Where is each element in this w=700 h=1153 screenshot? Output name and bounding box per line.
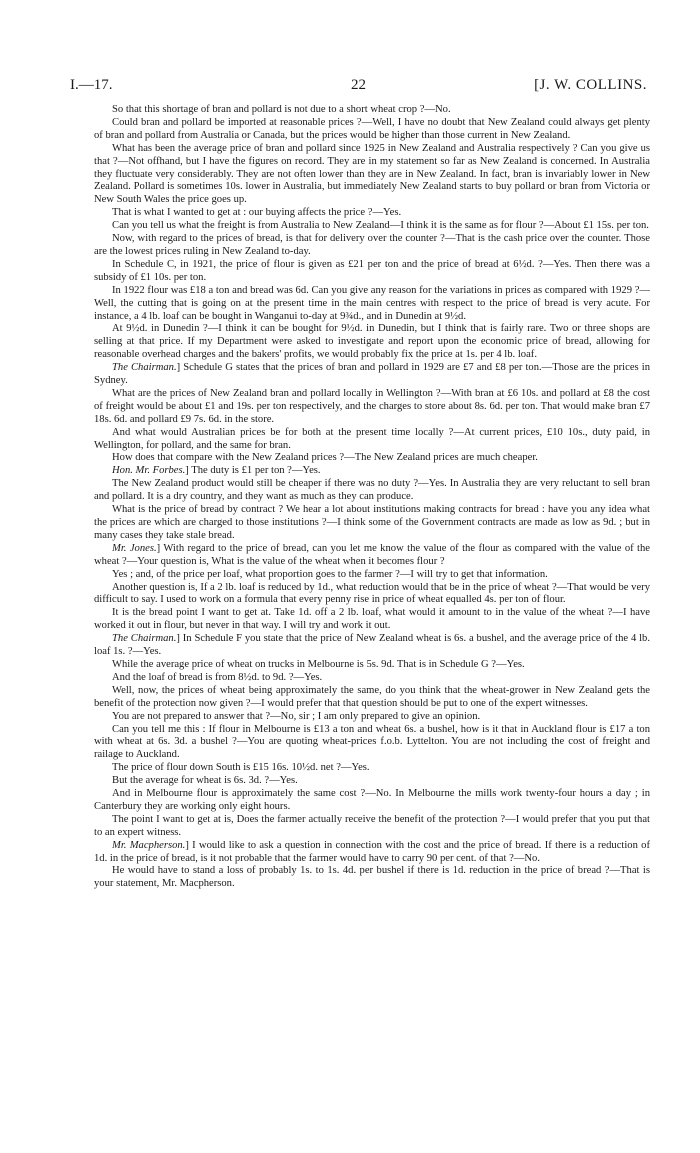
paragraph-text: But the average for wheat is 6s. 3d. ?—Yes. <box>112 775 298 787</box>
paragraph <box>94 543 650 569</box>
paragraph-text: What is the price of bread by contract ? We hear a lot about institutions making contracts for bread : have you any idea what the prices are which are charged to those institutions ?—I think some of the Government contracts are made as low as 9d. ; but in many cases they take stale bread. <box>94 504 650 541</box>
page-number: 22 <box>351 77 366 93</box>
paragraph-text: Can you tell us what the freight is from Australia to New Zealand—I think it is the same as for flour ?—About £1 15s. per ton. <box>112 220 649 232</box>
page-body <box>94 104 650 891</box>
paragraph-text: Well, now, the prices of wheat being approximately the same, do you think that the wheat-grower in New Zealand gets the benefit of the protection now given ?—I would prefer that that question should be put to one of the expert witnesses. <box>94 684 650 709</box>
paragraph <box>94 427 650 453</box>
paragraph <box>94 452 650 465</box>
paragraph <box>94 685 650 711</box>
paragraph <box>94 840 650 866</box>
paragraph-text: How does that compare with the New Zealand prices ?—The New Zealand prices are much cheaper. <box>112 452 538 464</box>
paragraph-text: Can you tell me this : If flour in Melbourne is £13 a ton and wheat 6s. a bushel, how is it that in Auckland flour is £17 a ton with wheat at 6s. 3d. a bushel ?—You are quoting wheat-prices f.o.b. Lyttelton. You are not including the cost of freight and railage to Auckland. <box>94 723 650 761</box>
paragraph-text: It is the bread point I want to get at. Take 1d. off a 2 lb. loaf, what would it amount to in the value of the wheat ?—I have worked it out in flour, but never in that way. I will try and work it out. <box>94 607 650 632</box>
paragraph-text: The point I want to get at is, Does the farmer actually receive the benefit of the protection ?—I would prefer that you put that to an expert witness. <box>94 813 650 838</box>
paragraph-text: Now, with regard to the prices of bread, is that for delivery over the counter ?—That is the cash price over the counter. Those are the lowest prices ruling in New Zealand to-day. <box>94 233 650 257</box>
paragraph-text: And in Melbourne flour is approximately the same cost ?—No. In Melbourne the mills work twenty-four hours a day ; in Canterbury they are working only eight hours. <box>94 788 650 812</box>
paragraph-text: ] The duty is £1 per ton ?—Yes. <box>185 465 321 477</box>
paragraph <box>94 724 650 763</box>
paragraph <box>94 814 650 840</box>
paragraph <box>94 865 650 891</box>
paragraph-text: So that this shortage of bran and pollard is not due to a short wheat crop ?—No. <box>112 104 451 115</box>
paragraph <box>94 259 650 285</box>
paragraph <box>94 388 650 427</box>
paragraph <box>94 285 650 324</box>
speaker-name: The Chairman. <box>112 362 177 374</box>
paragraph <box>94 323 650 362</box>
paragraph-text: In 1922 flour was £18 a ton and bread was 6d. Can you give any reason for the variations in prices as compared with 1929 ?—Well, the cutting that is going on at the present time in the main centres with respect to the price of bread is very acute. For instance, a 4 lb. loaf can be bought in Wanganui to-day at 9¾d., and in Dunedin at 9½d. <box>94 284 650 322</box>
paragraph-text: ] With regard to the price of bread, can you let me know the value of the flour as compared with the value of the wheat ?—Your question is, What is the value of the wheat when it becomes flour ? <box>94 542 650 567</box>
paragraph <box>94 143 650 208</box>
paragraph <box>94 220 650 233</box>
paragraph-text: And what would Australian prices be for both at the present time locally ?—At current prices, £10 10s., duty paid, in Wellington, for pollard, and the same for bran. <box>94 426 650 451</box>
paragraph <box>94 569 650 582</box>
paragraph-text: ] In Schedule F you state that the price of New Zealand wheat is 6s. a bushel, and the average price of the 4 lb. loaf 1s. ?—Yes. <box>94 633 650 658</box>
paragraph <box>94 478 650 504</box>
paragraph-text: Yes ; and, of the price per loaf, what proportion goes to the farmer ?—I will try to get that information. <box>112 568 548 580</box>
paragraph-text: At 9½d. in Dunedin ?—I think it can be bought for 9½d. in Dunedin, but I think that is fairly rare. Two or three shops are selling at that price. If my Department were asked to investigate and report upon the economic price of bread, allowing for reasonable overhead charges and the bakers' profits, we would probably fix the price at 1s. per 4 lb. loaf. <box>94 323 650 361</box>
paragraph-text: The New Zealand product would still be cheaper if there was no duty ?—Yes. In Australia they are very reluctant to sell bran and pollard. It is a dry country, and they want as much as they can produce. <box>94 478 650 503</box>
paragraph-text: While the average price of wheat on trucks in Melbourne is 5s. 9d. That is in Schedule G ?—Yes. <box>112 658 525 670</box>
paragraph-text: ] Schedule G states that the prices of bran and pollard in 1929 are £7 and £8 per ton.—Those are the prices in Sydney. <box>94 362 650 387</box>
document-reference: I.—17. <box>70 77 113 93</box>
speaker-name: Mr. Jones. <box>112 542 157 554</box>
paragraph-text: You are not prepared to answer that ?—No, sir ; I am only prepared to give an opinion. <box>112 710 481 722</box>
paragraph <box>94 607 650 633</box>
paragraph-text: The price of flour down South is £15 16s. 10½d. net ?—Yes. <box>112 762 370 774</box>
page-header <box>70 76 647 94</box>
paragraph <box>94 104 650 117</box>
paragraph-text: What has been the average price of bran and pollard since 1925 in New Zealand and Australia respectively ? Can you give us that ?—Not offhand, but I have the figures on record. They are in my statement so far as New Zealand is concerned. In Australia they fluctuate very considerably. They are not often lower than they are in New Zealand. In fact, bran is invariably lower in New Zealand. Pollard is sometimes 10s. lower in Australia, but immediately New Zealand starts to buy pollard or bran from Victoria or New South Wales the price goes up. <box>94 142 650 206</box>
paragraph <box>94 633 650 659</box>
speaker-name: The Chairman. <box>112 633 177 645</box>
paragraph-text: That is what I wanted to get at : our buying affects the price ?—Yes. <box>112 207 402 219</box>
speaker-name: Mr. Macpherson. <box>112 839 186 851</box>
paragraph-text: What are the prices of New Zealand bran and pollard locally in Wellington ?—With bran at £6 10s. and pollard at £8 the cost of freight would be about £1 and 19s. per ton respectively, and the charges to store about 8s. 6d. per ton. That would make bran £7 18s. 6d. and pollard £9 7s. 6d. in the store. <box>94 387 650 425</box>
paragraph <box>94 582 650 608</box>
paragraph <box>94 775 650 788</box>
witness-name: [J. W. COLLINS. <box>534 77 647 93</box>
paragraph <box>94 672 650 685</box>
paragraph <box>94 659 650 672</box>
paragraph-text: Another question is, If a 2 lb. loaf is reduced by 1d., what reduction would that be in the price of wheat ?—That would be very difficult to say. I used to work on a formula that every penny rise in price of wheat equalled 4s. per ton of flour. <box>94 581 650 606</box>
speaker-name: Hon. Mr. Forbes. <box>112 465 186 477</box>
paragraph <box>94 207 650 220</box>
paragraph <box>94 362 650 388</box>
paragraph-text: He would have to stand a loss of probably 1s. to 1s. 4d. per bushel if there is 1d. reduction in the price of bread ?—That is your statement, Mr. Macpherson. <box>94 865 650 890</box>
paragraph <box>94 762 650 775</box>
paragraph-text: In Schedule C, in 1921, the price of flour is given as £21 per ton and the price of bread at 6½d. ?—Yes. Then there was a subsidy of £1 10s. per ton. <box>94 258 650 283</box>
paragraph <box>94 233 650 259</box>
paragraph <box>94 788 650 814</box>
paragraph <box>94 711 650 724</box>
paragraph <box>94 504 650 543</box>
paragraph <box>94 117 650 143</box>
paragraph-text: And the loaf of bread is from 8½d. to 9d. ?—Yes. <box>112 671 323 683</box>
paragraph-text: ] I would like to ask a question in connection with the cost and the price of bread. If there is a reduction of 1d. in the price of bread, is it not probable that the farmer would have to carry 90 per cent. of that ?—No. <box>94 839 650 864</box>
paragraph-text: Could bran and pollard be imported at reasonable prices ?—Well, I have no doubt that New Zealand could always get plenty of bran and pollard from Australia or Canada, but the prices would be higher than those current in New Zealand. <box>94 116 650 141</box>
paragraph <box>94 465 650 478</box>
